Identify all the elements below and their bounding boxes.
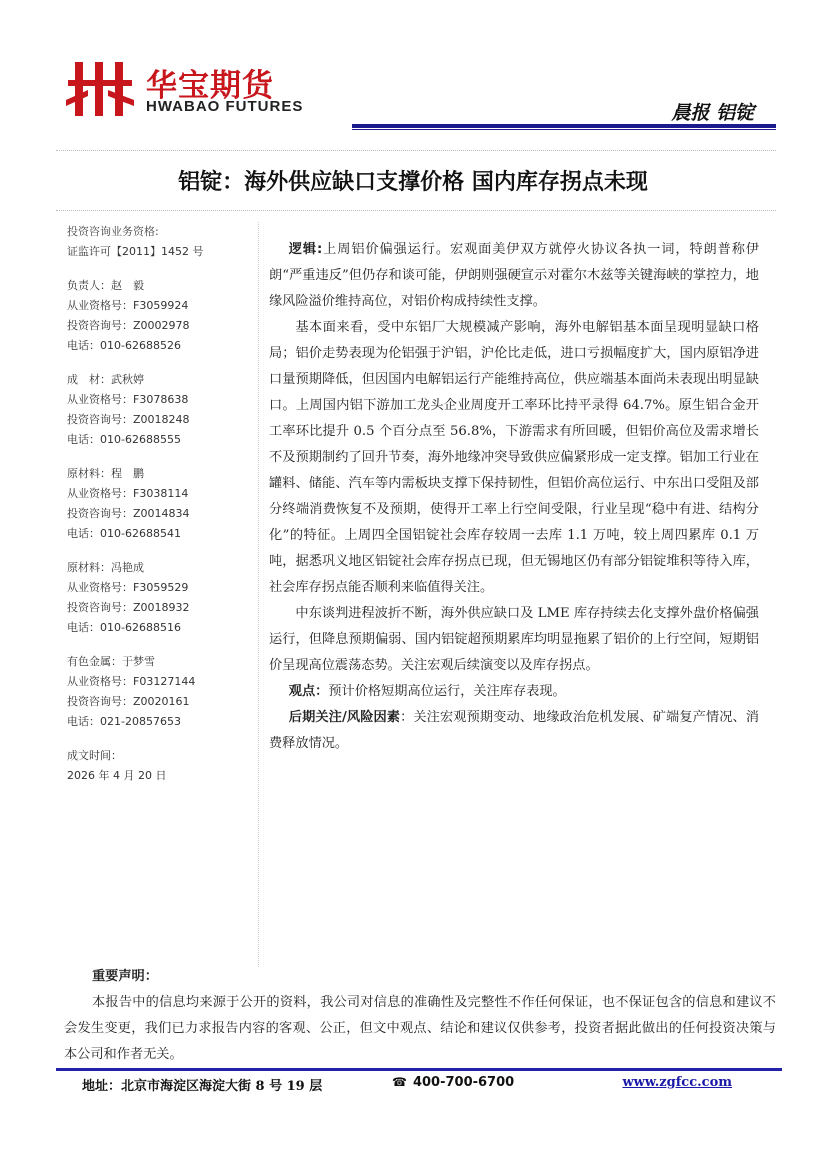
analyst-license: 从业资格号：F3059924 bbox=[67, 299, 189, 312]
disclaimer-text: 本报告中的信息均来源于公开的资料，我公司对信息的准确性及完整性不作任何保证，也不保证包含的信息和建议不会发生变更，我们已力求报告内容的客观、公正，但文中观点、结论和建议仅供参考，投资者据此做出的任何投资决策与本公司和作者无关。 bbox=[64, 995, 776, 1062]
analyst-role-name: 原材料：冯艳成 bbox=[67, 561, 144, 574]
hwabao-logo-mark-icon bbox=[66, 60, 136, 118]
analyst-advisory: 投资咨询号：Z0020161 bbox=[67, 695, 190, 708]
analyst-role-name: 负责人：赵 毅 bbox=[67, 279, 144, 292]
analyst-license: 从业资格号：F3059529 bbox=[67, 581, 189, 594]
view-label: 观点： bbox=[288, 684, 329, 699]
header-rule bbox=[352, 124, 776, 128]
qualification-value: 证监许可【2011】1452 号 bbox=[67, 245, 204, 258]
analyst-role-name: 有色金属：于梦雪 bbox=[67, 655, 155, 668]
brand-name-cn: 华宝期货 bbox=[146, 68, 274, 104]
company-logo bbox=[66, 58, 316, 122]
footer-address: 地址：北京市海淀区海淀大街 8 号 19 层 bbox=[82, 1079, 323, 1094]
analyst-license: 从业资格号：F03127144 bbox=[67, 675, 196, 688]
analyst-card bbox=[67, 652, 257, 732]
divider-title bbox=[56, 210, 776, 211]
outlook-paragraph: 中东谈判进程波折不断，海外供应缺口及 LME 库存持续去化支撑外盘价格偏强运行，但降息预期偏弱、国内铝锭超预期累库均明显拖累了铝价的上行空间，短期铝价呈现高位震荡态势。关注宏观后续演变以及库存拐点。 bbox=[269, 606, 759, 673]
analyst-license: 从业资格号：F3078638 bbox=[67, 393, 189, 406]
qualification-block bbox=[67, 222, 257, 262]
analyst-role-name: 成 材：武秋婷 bbox=[67, 373, 144, 386]
analyst-advisory: 投资咨询号：Z0014834 bbox=[67, 507, 190, 520]
view-paragraph bbox=[269, 679, 759, 705]
footer-phone-number: 400-700-6700 bbox=[412, 1075, 515, 1090]
footer bbox=[82, 1075, 772, 1095]
risk-text: ：关注宏观预期变动、地缘政治危机发展、矿端复产情况、消费释放情况。 bbox=[269, 710, 759, 751]
fundamentals-paragraph: 基本面来看，受中东铝厂大规模减产影响，海外电解铝基本面呈现明显缺口格局；铝价走势表现为伦铝强于沪铝，沪伦比走低，进口亏损幅度扩大，国内原铝净进口量预期降低，但因国内电解铝运行产能维持高位，供应端基本面尚未表现出明显缺口。上周国内铝下游加工龙头企业周度开工率环比持平录得 64.7%。原生铝合金开工率环比提升 0.5 个百分点至 56.8%，下游需求有所回暖，但铝价高位及需求增长不及预期制约了回升节奏，海外地缘冲突导致供应偏紧形成一定支撑。铝加工行业在罐料、储能、汽车等内需板块支撑下保持韧性，但铝价高位运行、中东出口受阻及部分终端消费恢复不及预期，使得开工率上行空间受限，行业呈现“稳中有进、结构分化”的特征。上周四全国铝锭社会库存较周一去库 1.1 万吨，较上周四累库 0.1 万吨，据悉巩义地区铝锭社会库存拐点已现，但无锡地区仍有部分铝锭堆积等待入库，社会库存拐点能否顺利来临值得关注。 bbox=[269, 320, 759, 595]
disclaimer-title: 重要声明： bbox=[92, 969, 158, 984]
logic-paragraph bbox=[269, 237, 759, 315]
analyst-license: 从业资格号：F3038114 bbox=[67, 487, 189, 500]
analyst-advisory: 投资咨询号：Z0002978 bbox=[67, 319, 190, 332]
brand-name-en: HWABAO FUTURES bbox=[146, 98, 304, 115]
logic-text: 上周铝价偏强运行。宏观面美伊双方就停火协议各执一词，特朗普称伊朗“严重违反”但仍存和谈可能，伊朗则强硬宣示对霍尔木兹等关键海峡的掌控力，地缘风险溢价维持高位，对铝价构成持续性支撑。 bbox=[269, 242, 759, 309]
analyst-advisory: 投资咨询号：Z0018248 bbox=[67, 413, 190, 426]
analyst-role-name: 原材料：程 鹏 bbox=[67, 467, 144, 480]
analyst-card bbox=[67, 276, 257, 356]
sidebar-divider bbox=[258, 222, 259, 967]
date-block bbox=[67, 746, 257, 786]
analyst-card bbox=[67, 558, 257, 638]
analyst-sidebar bbox=[67, 222, 257, 800]
footer-rule bbox=[56, 1068, 782, 1071]
analyst-phone: 电话：010-62688541 bbox=[67, 527, 181, 540]
view-text: 预计价格短期高位运行，关注库存表现。 bbox=[328, 684, 566, 699]
analyst-card bbox=[67, 464, 257, 544]
risk-paragraph bbox=[269, 705, 759, 757]
report-body bbox=[269, 237, 759, 757]
logic-label: 逻辑: bbox=[288, 242, 323, 257]
qualification-title: 投资咨询业务资格: bbox=[67, 225, 159, 238]
analyst-phone: 电话：010-62688516 bbox=[67, 621, 181, 634]
disclaimer bbox=[64, 964, 776, 1068]
date-value: 2026 年 4 月 20 日 bbox=[67, 769, 167, 782]
risk-label: 后期关注/风险因素 bbox=[288, 710, 401, 725]
date-label: 成文时间： bbox=[67, 749, 122, 762]
report-title: 铝锭：海外供应缺口支撑价格 国内库存拐点未现 bbox=[178, 170, 648, 195]
analyst-phone: 电话：010-62688526 bbox=[67, 339, 181, 352]
analyst-phone: 电话：010-62688555 bbox=[67, 433, 181, 446]
analyst-advisory: 投资咨询号：Z0018932 bbox=[67, 601, 190, 614]
report-type-tag: 晨报 铝锭 bbox=[671, 102, 754, 124]
analyst-card bbox=[67, 370, 257, 450]
header-rule-thin bbox=[352, 129, 776, 130]
footer-phone bbox=[392, 1075, 514, 1090]
phone-icon: ☎ bbox=[392, 1075, 407, 1089]
footer-website-link[interactable]: www.zgfcc.com bbox=[622, 1075, 732, 1090]
divider-top bbox=[56, 150, 776, 151]
analyst-phone: 电话：021-20857653 bbox=[67, 715, 181, 728]
